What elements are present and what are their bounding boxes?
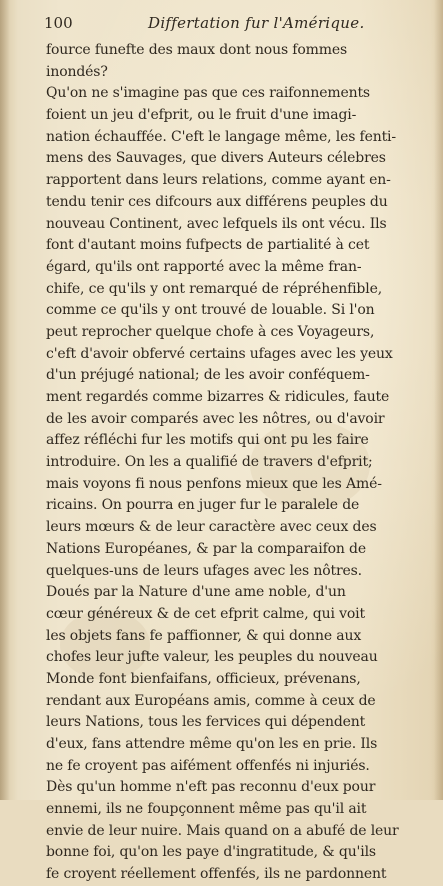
text-line: foient un jeu d'efprit, ou le fruit d'une imagi- [46,107,357,124]
text-line: Qu'on ne s'imagine pas que ces raifonnements [46,85,370,102]
text-line: mais voyons fi nous penfons mieux que les Amé- [46,475,382,492]
text-line: Monde font bienfaifans, officieux, prévenans, [46,670,361,687]
text-line: nouveau Continent, avec lefquels ils ont vécu. Ils [46,215,387,232]
text-line: leurs mœurs & de leur caractère avec ceux des [46,519,377,536]
text-line: peut reprocher quelque chofe à ces Voyageurs, [46,323,375,340]
text-line: mens des Sauvages, que divers Auteurs célebres [46,150,386,167]
text-line: fource funefte des maux dont nous fommes [46,42,348,58]
text-line: d'eux, fans attendre même qu'on les en prie. Ils [46,736,378,752]
running-title: Differtation fur l'Amérique. [148,14,365,32]
text-line: bonne foi, qu'on les paye d'ingratitude, & qu'ils [46,844,376,861]
page-edge-shadow [434,0,443,800]
text-line: font d'autant moins fufpects de partialité à cet [46,237,370,254]
text-line: Dès qu'un homme n'eft pas reconnu d'eux pour [46,779,376,796]
text-line: chofes leur jufte valeur, les peuples du nouveau [46,649,378,666]
text-line: chife, ce qu'ils y ont remarqué de répréhenfible, [46,280,382,297]
text-line: introduire. On les a qualifié de travers d'efprit; [46,454,373,471]
text-line: quelques-uns de leurs ufages avec les nôtres. [46,562,362,579]
text-line: comme ce qu'ils y ont trouvé de louable. Si l'on [46,302,375,319]
text-line: ricains. On pourra en juger fur le paralele de [46,497,360,514]
text-line: de les avoir comparés avec les nôtres, ou d'avoir [46,410,385,427]
text-line: Nations Européanes, & par la comparaifon de [46,540,367,557]
text-line: leurs Nations, tous les fervices qui dépendent [46,714,366,731]
text-line: tendu tenir ces difcours aux différens peuples du [46,193,388,210]
text-line: envie de leur nuire. Mais quand on a abufé de leur [46,822,399,839]
text-line: les objets fans fe paffionner, & qui donne aux [46,627,362,644]
text-line: affez réfléchi fur les motifs qui ont pu les faire [46,432,369,449]
text-line: inondés? [46,63,108,80]
page-header [44,14,424,34]
text-line: c'eft d'avoir obfervé certains ufages avec les yeux [46,345,393,362]
text-line: d'un préjugé national; de les avoir conféquem- [46,367,370,384]
page-number: 100 [44,14,73,32]
text-line: Doués par la Nature d'une ame noble, d'un [46,584,346,601]
text-line: rapportent dans leurs relations, comme ayant en- [46,172,391,189]
text-line: fe croyent réellement offenfés, ils ne pardonnent [46,866,387,883]
text-line: nation échauffée. C'eft le langage même, les fenti- [46,128,396,145]
text-line: rendant aux Européans amis, comme à ceux de [46,692,376,709]
text-line: ment regardés comme bizarres & ridicules, faute [46,389,390,405]
text-line: cœur généreux & de cet efprit calme, qui voit [46,605,365,622]
body-text [46,40,424,886]
text-line: ennemi, ils ne foupçonnent même pas qu'il ait [46,801,367,818]
page-gutter-shadow [0,0,10,800]
text-line: ne fe croyent pas aifément offenfés ni injuriés. [46,757,370,774]
text-line: égard, qu'ils ont rapporté avec la même fran- [46,258,362,275]
